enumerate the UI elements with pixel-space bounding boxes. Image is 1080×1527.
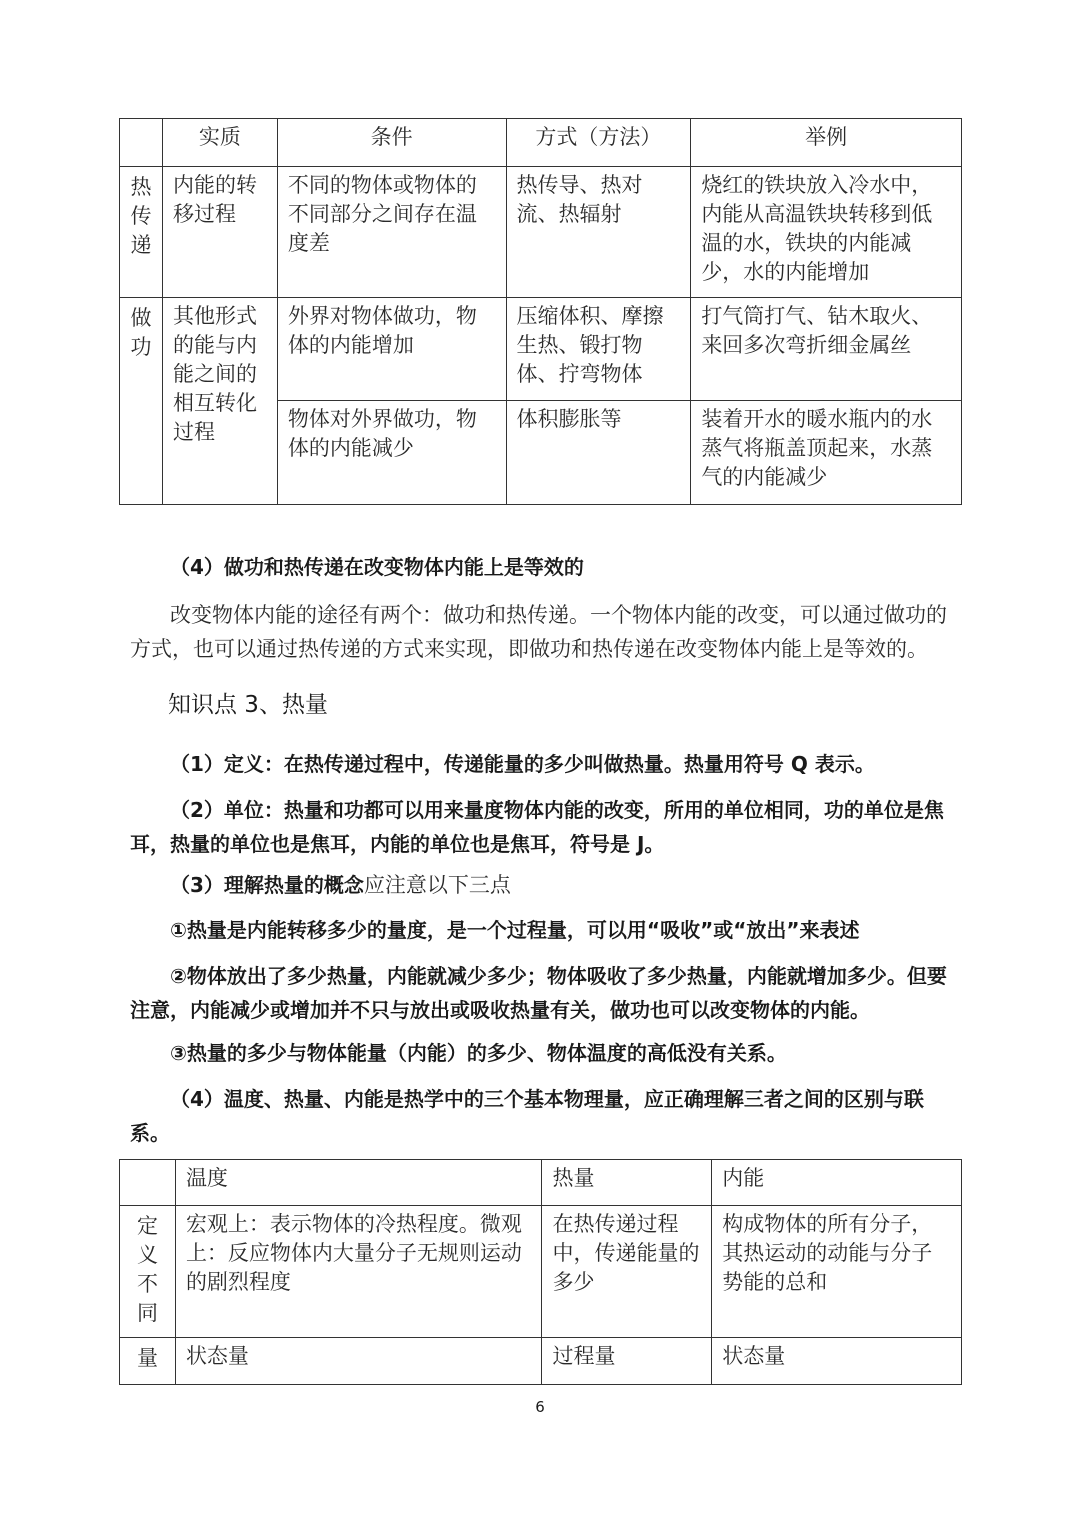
temperature-definition: 宏观上：表示物体的冷热程度。微观上：反应物体内大量分子无规则运动的剧烈程度 [175,1206,542,1338]
heat-transfer-condition: 不同的物体或物体的不同部分之间存在温度差 [277,167,506,298]
work-example-internal: 装着开水的暖水瓶内的水蒸气将瓶盖顶起来，水蒸气的内能减少 [691,401,962,505]
section4-title: （4）做功和热传递在改变物体内能上是等效的 [170,555,584,579]
kp3-point4: （4）温度、热量、内能是热学中的三个基本物理量，应正确理解三者之间的区别与联系。 [130,1087,924,1145]
heat-quantity: 过程量 [542,1338,712,1385]
table2-header-internal-energy: 内能 [712,1160,962,1206]
work-example-external: 打气筒打气、钻木取火、来回多次弯折细金属丝 [691,298,962,401]
heat-definition: 在热传递过程中，传递能量的多少 [542,1206,712,1338]
section4-body: 改变物体内能的途径有两个：做功和热传递。一个物体内能的改变，可以通过做功的方式，也可以通过热传递的方式来实现，即做功和热传递在改变物体内能上是等效的。 [130,603,947,661]
row-label-heat-transfer: 热传递 [120,167,163,298]
work-condition-internal: 物体对外界做功，物体的内能减少 [277,401,506,505]
table2-header-blank [120,1160,176,1206]
kp3-understand-bold: （3）理解热量的概念 [170,873,364,897]
work-method-external: 压缩体积、摩擦生热、锻打物体、拧弯物体 [506,298,691,401]
row-label-work: 做功 [120,298,163,505]
temperature-heat-energy-table [119,1159,962,1385]
heat-transfer-example: 烧红的铁块放入冷水中，内能从高温铁块转移到低温的水，铁块的内能减少，水的内能增加 [691,167,962,298]
table1-header-method: 方式（方法） [506,119,691,167]
table1-header-blank [120,119,163,167]
work-method-internal: 体积膨胀等 [506,401,691,505]
heat-transfer-work-table [119,118,962,505]
kp3-understand-rest: 应注意以下三点 [363,873,511,897]
kp3-definition: （1）定义：在热传递过程中，传递能量的多少叫做热量。热量用符号 Q 表示。 [170,752,875,776]
table1-header-essence: 实质 [162,119,277,167]
kp3-point2: ②物体放出了多少热量，内能就减少多少；物体吸收了多少热量，内能就增加多少。但要注意，内能减少或增加并不只与放出或吸收热量有关，做功也可以改变物体的内能。 [130,964,947,1022]
heat-transfer-method: 热传导、热对流、热辐射 [506,167,691,298]
page-number: 6 [535,1398,545,1416]
kp3-unit: （2）单位：热量和功都可以用来量度物体内能的改变，所用的单位相同，功的单位是焦耳，热量的单位也是焦耳，内能的单位也是焦耳，符号是 J。 [130,798,944,856]
internal-energy-quantity: 状态量 [712,1338,962,1385]
kp3-heading: 知识点 3、热量 [168,692,328,718]
work-condition-external: 外界对物体做功，物体的内能增加 [277,298,506,401]
kp3-point1: ①热量是内能转移多少的量度，是一个过程量，可以用“吸收”或“放出”来表述 [170,918,860,942]
table1-header-example: 举例 [691,119,962,167]
kp3-understand [130,868,955,902]
kp3-point3: ③热量的多少与物体能量（内能）的多少、物体温度的高低没有关系。 [170,1041,787,1065]
internal-energy-definition: 构成物体的所有分子，其热运动的动能与分子势能的总和 [712,1206,962,1338]
heat-transfer-essence: 内能的转移过程 [162,167,277,298]
work-essence: 其他形式的能与内能之间的相互转化过程 [162,298,277,505]
temperature-quantity: 状态量 [175,1338,542,1385]
row-label-definition: 定义不同 [120,1206,176,1338]
table1-header-condition: 条件 [277,119,506,167]
table2-header-temperature: 温度 [175,1160,542,1206]
row-label-quantity: 量 [120,1338,176,1385]
table2-header-heat: 热量 [542,1160,712,1206]
